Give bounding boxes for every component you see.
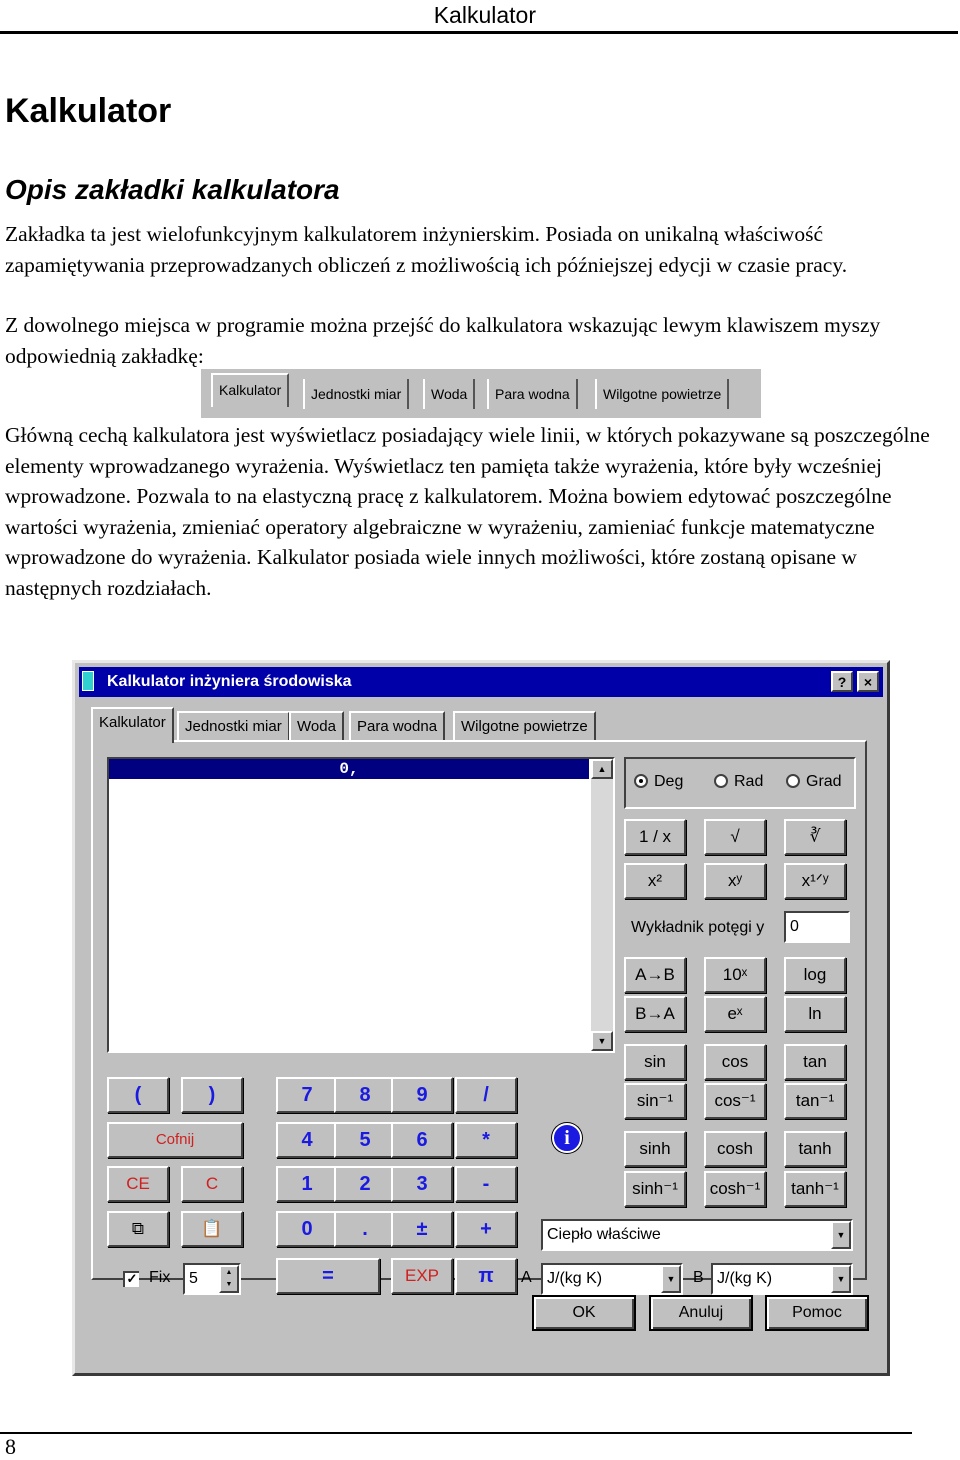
radio-deg-label: Deg (654, 773, 684, 790)
tab-jednostki[interactable]: Jednostki miar (177, 711, 290, 741)
multiply-button[interactable]: * (455, 1122, 517, 1158)
key-3[interactable]: 3 (391, 1166, 453, 1202)
key-5[interactable]: 5 (334, 1122, 396, 1158)
description-paragraph: Główną cechą kalkulatora jest wyświetlacz posiadający wiele linii, w których pokazywane są poszczególne elementy wprowadzanego wyrażenia. Wyświetlacz ten pamięta także wyrażenia, które były wcześniej wprowadzone. Pozwala to na elastyczną pracę z kalkulatorem. Można bowiem edytować poszczególne wartości wyrażenia, zmieniać operatory algebraiczne w wyrażeniu, zamieniać funkcje matematyczne wprowadzone do wyrażenia. Kalkulator posiada wiele innych możliwości, które zostaną opisane w następnych rozdziałach. (5, 423, 930, 600)
fix-value: 5 (189, 1270, 198, 1287)
footer-rule (0, 1432, 912, 1434)
plus-button[interactable]: + (455, 1211, 517, 1247)
acosh-button[interactable]: cosh⁻¹ (704, 1171, 766, 1207)
tabstrip-image (201, 369, 761, 418)
pi-button[interactable]: π (455, 1258, 517, 1294)
sqrt-button[interactable]: √ (704, 819, 766, 855)
close-button[interactable]: × (857, 671, 879, 692)
atanh-button[interactable]: tanh⁻¹ (784, 1171, 846, 1207)
lparen-button[interactable]: ( (107, 1077, 169, 1113)
navigation-paragraph: Z dowolnego miejsca w programie można przejść do kalkulatora wskazując lewym klawiszem myszy odpowiednią zakładkę: (5, 313, 881, 368)
page-number: 8 (5, 1434, 16, 1459)
fix-checkbox[interactable]: ✓ (123, 1271, 139, 1287)
copy-icon[interactable]: ⧉ (107, 1211, 169, 1247)
tab-kalkulator[interactable]: Kalkulator (91, 707, 174, 743)
chevron-down-icon[interactable]: ▼ (831, 1221, 851, 1249)
log-button[interactable]: log (784, 957, 846, 993)
app-icon (82, 671, 94, 691)
acos-button[interactable]: cos⁻¹ (704, 1083, 766, 1119)
unit-a-select[interactable] (541, 1263, 683, 1295)
key-4[interactable]: 4 (276, 1122, 338, 1158)
angle-mode-group (624, 757, 856, 809)
radio-rad[interactable] (714, 773, 763, 791)
paste-icon[interactable]: 📋 (181, 1211, 243, 1247)
square-button[interactable]: x² (624, 863, 686, 899)
chevron-down-icon[interactable]: ▼ (831, 1265, 851, 1293)
c-button[interactable]: C (181, 1166, 243, 1202)
radio-icon (786, 774, 800, 788)
section-title: Opis zakładki kalkulatora (5, 174, 340, 205)
a-to-b-button[interactable]: A→B (624, 957, 686, 993)
key-2[interactable]: 2 (334, 1166, 396, 1202)
page-title: Kalkulator (5, 92, 172, 130)
property-select[interactable] (541, 1219, 853, 1251)
minus-button[interactable]: - (455, 1166, 517, 1202)
cos-button[interactable]: cos (704, 1044, 766, 1080)
plus-minus-button[interactable]: ± (391, 1211, 453, 1247)
exponent-label: Wykładnik potęgi y (631, 919, 765, 936)
tanh-button[interactable]: tanh (784, 1131, 846, 1167)
cosh-button[interactable]: cosh (704, 1131, 766, 1167)
running-header (0, 0, 960, 36)
unit-a-value: J/(kg K) (547, 1270, 603, 1287)
tabstrip-tab-woda[interactable]: Woda (423, 379, 475, 409)
radio-icon (714, 774, 728, 788)
backspace-button[interactable]: Cofnij (107, 1122, 243, 1158)
sin-button[interactable]: sin (624, 1044, 686, 1080)
atan-button[interactable]: tan⁻¹ (784, 1083, 846, 1119)
tabstrip-tab-wilgotne[interactable]: Wilgotne powietrze (595, 379, 729, 409)
intro-paragraph: Zakładka ta jest wielofunkcyjnym kalkulatorem inżynierskim. Posiada on unikalną właściwość zapamiętywania przeprowadzanych obliczeń z możliwością ich późniejszej edycji w czasie pracy. (5, 222, 848, 277)
calculator-dialog (72, 660, 890, 1376)
equals-button[interactable]: = (276, 1258, 380, 1294)
help-button[interactable]: Pomoc (765, 1295, 869, 1331)
help-title-button[interactable]: ? (831, 671, 853, 692)
dialog-title: Kalkulator inżyniera środowiska (107, 673, 352, 690)
exp-e-button[interactable]: eˣ (704, 996, 766, 1032)
pow10-button[interactable]: 10ˣ (704, 957, 766, 993)
asin-button[interactable]: sin⁻¹ (624, 1083, 686, 1119)
header-rule (0, 31, 958, 34)
fix-spinner[interactable] (183, 1263, 241, 1295)
rparen-button[interactable]: ) (181, 1077, 243, 1113)
cancel-button[interactable]: Anuluj (649, 1295, 753, 1331)
key-7[interactable]: 7 (276, 1077, 338, 1113)
dialog-titlebar (79, 667, 883, 697)
unit-b-select[interactable] (711, 1263, 853, 1295)
key-1[interactable]: 1 (276, 1166, 338, 1202)
scroll-down-icon[interactable]: ▼ (591, 1031, 613, 1051)
scroll-up-icon[interactable]: ▲ (591, 759, 613, 779)
decimal-button[interactable]: . (334, 1211, 396, 1247)
key-0[interactable]: 0 (276, 1211, 338, 1247)
spinner-arrows-icon[interactable]: ▲ ▼ (219, 1265, 239, 1293)
radio-deg[interactable] (634, 773, 683, 791)
sinh-button[interactable]: sinh (624, 1131, 686, 1167)
power-y-button[interactable]: xʸ (704, 863, 766, 899)
radio-grad[interactable] (786, 773, 842, 791)
b-to-a-button[interactable]: B→A (624, 996, 686, 1032)
asinh-button[interactable]: sinh⁻¹ (624, 1171, 686, 1207)
fix-label: Fix (149, 1269, 171, 1286)
calculator-display[interactable] (107, 757, 615, 1053)
info-button[interactable] (545, 1123, 589, 1159)
property-select-value: Ciepło właściwe (547, 1226, 661, 1243)
running-header-title: Kalkulator (433, 2, 536, 28)
chevron-down-icon[interactable]: ▼ (661, 1265, 681, 1293)
key-9[interactable]: 9 (391, 1077, 453, 1113)
divide-button[interactable]: / (455, 1077, 517, 1113)
ce-button[interactable]: CE (107, 1166, 169, 1202)
exponent-input[interactable]: 0 (784, 911, 850, 943)
cbrt-button[interactable]: ∛ (784, 819, 846, 855)
info-icon: i (552, 1123, 582, 1153)
tabstrip-tab-para[interactable]: Para wodna (487, 379, 578, 409)
tabstrip-tab-jednostki[interactable]: Jednostki miar (303, 379, 409, 409)
unit-b-value: J/(kg K) (717, 1270, 773, 1287)
unit-a-label: A (521, 1269, 532, 1286)
tab-wilgotne[interactable]: Wilgotne powietrze (453, 711, 596, 741)
tabstrip-tab-kalkulator[interactable]: Kalkulator (211, 373, 289, 407)
tab-woda[interactable]: Woda (289, 711, 344, 741)
reciprocal-button[interactable]: 1 / x (624, 819, 686, 855)
display-line[interactable]: 0, (109, 759, 589, 779)
root-y-button[interactable]: x¹ᐟʸ (784, 863, 846, 899)
key-8[interactable]: 8 (334, 1077, 396, 1113)
tan-button[interactable]: tan (784, 1044, 846, 1080)
radio-selected-icon (634, 774, 648, 788)
exp-button[interactable]: EXP (391, 1258, 453, 1294)
ok-button[interactable]: OK (532, 1295, 636, 1331)
unit-b-label: B (693, 1269, 704, 1286)
display-scrollbar[interactable] (591, 759, 613, 1051)
radio-grad-label: Grad (806, 773, 842, 790)
radio-rad-label: Rad (734, 773, 764, 790)
key-6[interactable]: 6 (391, 1122, 453, 1158)
tab-para[interactable]: Para wodna (349, 711, 445, 741)
ln-button[interactable]: ln (784, 996, 846, 1032)
